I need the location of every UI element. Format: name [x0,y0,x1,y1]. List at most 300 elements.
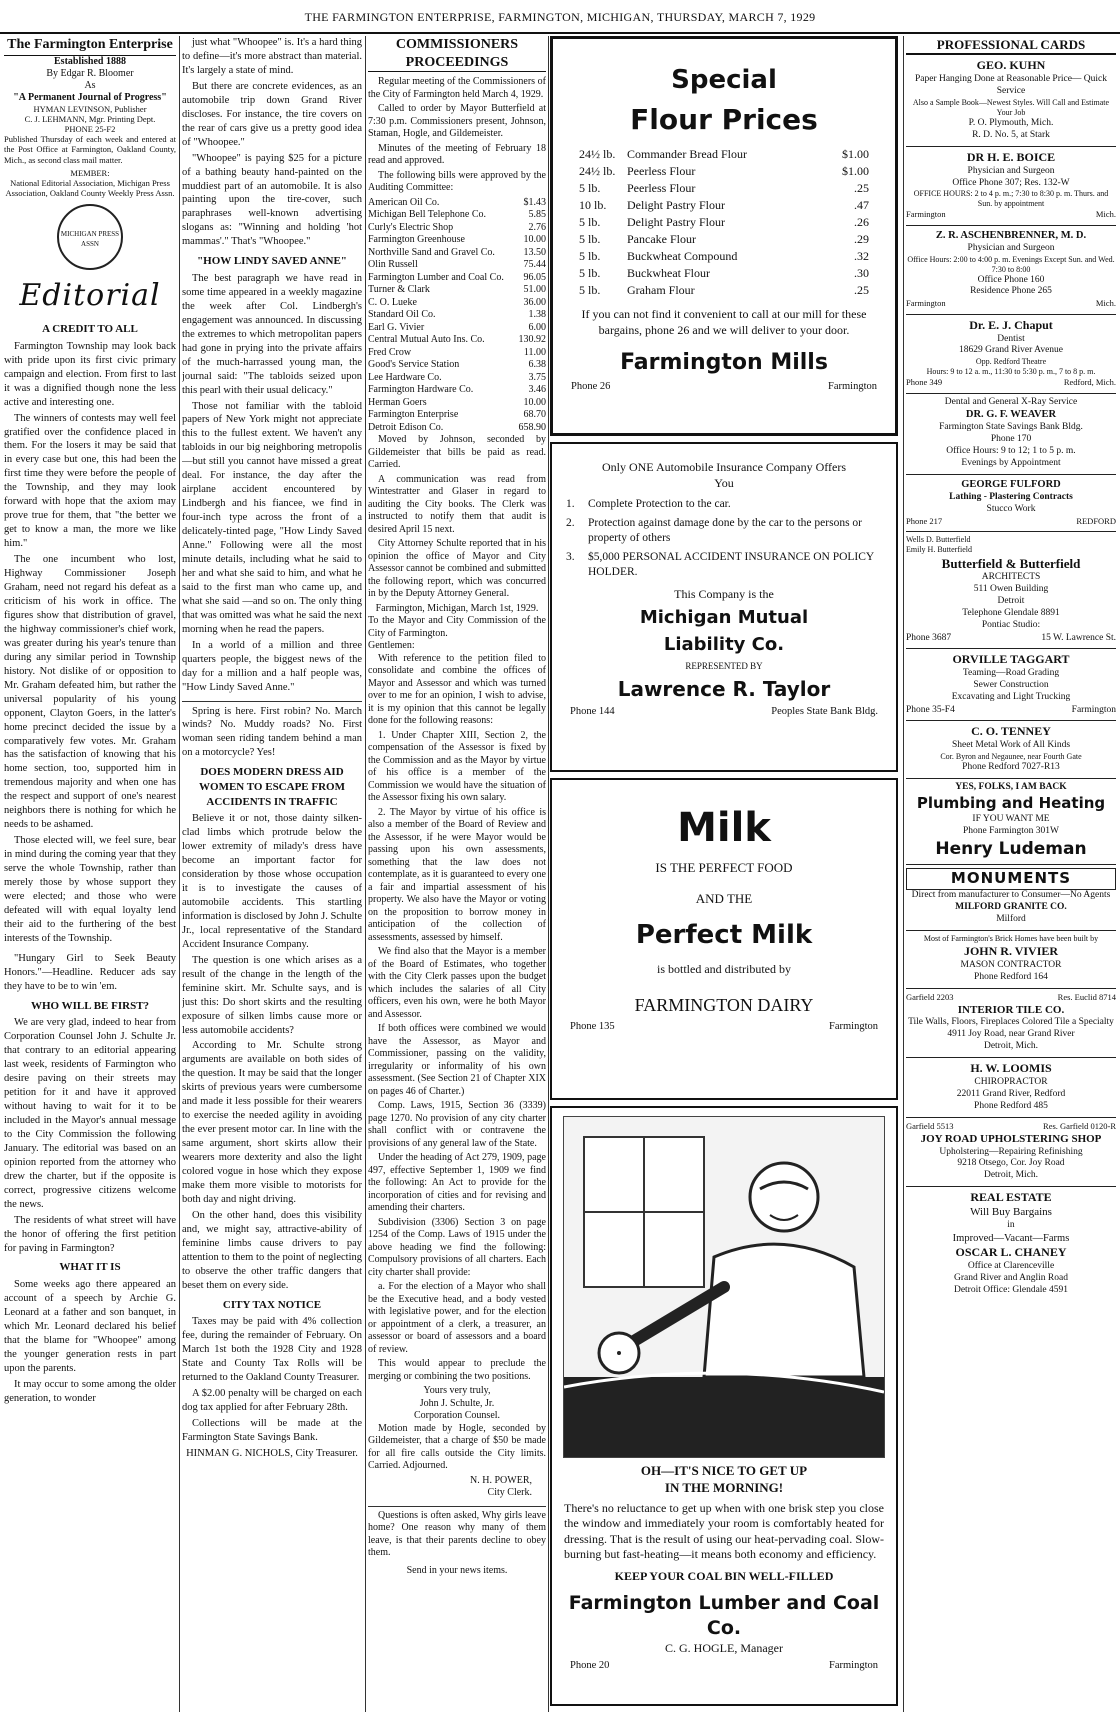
flour-qty: 24½ lb. [579,146,616,161]
card-boice [906,147,1116,226]
masthead: THE FARMINGTON ENTERPRISE, FARMINGTON, MICHIGAN, THURSDAY, MARCH 7, 1929 [0,10,1120,34]
bill-amount: 36.00 [523,296,546,308]
coal-manager: C. G. HOGLE, Manager [665,1641,783,1656]
card-taggart [906,649,1116,721]
editor-byline: By Edgar R. Bloomer [46,67,134,79]
first-heading: WHO WILL BE FIRST? [30,999,150,1012]
card-line: REAL ESTATE [970,1190,1052,1205]
publisher: HYMAN LEVINSON, Publisher [33,103,147,114]
card-phone: Garfield 2203 [906,991,954,1002]
paragraph: Under the heading of Act 279, 1909, page 497, effective September 1, 1909 we find the following: An Act to provide for the incorporation of cities and for revising and amending their charters. [368,1152,546,1213]
milk-company: FARMINGTON DAIRY [634,995,814,1016]
paper-phone: PHONE 25-F2 [64,123,116,134]
card-line: Also a Sample Book—Newest Styles. Will Call and Estimate Your Job [912,97,1110,117]
bill-amount: 11.00 [523,346,546,358]
editorial-title: Editorial [19,278,161,314]
letter-title: Corporation Counsel. [413,1410,501,1421]
paragraph: On the other hand, does this visibility and, we might say, attractive-ability of feminine limbs cause drivers to pay attention to them to the point of neglecting to observe the other traffic dangers that beset them on every side. [182,1209,362,1291]
bill-amount: 3.46 [528,384,546,395]
card-kuhn [906,55,1116,146]
card-line: ARCHITECTS [981,572,1041,583]
card-phone: Phone 35-F4 [906,704,955,715]
card-line: Office Hours: 9 to 12; 1 to 5 p. m. [946,446,1076,457]
bill-row [368,334,546,347]
card-line: Upholstering—Repairing Refinishing [939,1146,1083,1157]
flour-row [579,163,869,180]
paragraph: Motion made by Hogle, seconded by Gildemeister, that a charge of $50 be made for all fire calls outside the City limits. Carried. Adjourned. [368,1422,546,1471]
card-line: Farmington State Savings Bank Bldg. [939,422,1083,433]
card-town: Farmington [906,298,946,309]
flour-phone: Phone 26 [571,380,611,392]
paragraph: Those elected will, we feel sure, bear in mind during the coming year that they serve the whole Township, rather than merely those by whose support they were elected; and those who were defeated will with equal loyalty lend their aid to the furthering of the best interests of the Township. [4,835,176,944]
insurance-this: This Company is the [674,586,774,601]
flour-qty: 10 lb. [579,197,607,212]
flour-price: .29 [854,231,869,246]
paragraph: Those not familiar with the tabloid papers of New York might not appreciate this to the fullest extent. We haven't any tabloids in our big neighboring metropolis—but still you cannot have missed a great deal. For instance, the day after the airplane accident encountered by Lindbergh and his fiancee, we find in four-inch type across the front of a delicately-tinted page, "How Lindy Saved Anne." Following were all the most minute details, including what he said to her and what she said to him, and what he said to the first man who came up, and what she said —and so on. The only thing that was omitted was what he said the next morning when he read the papers. [182,400,362,635]
card-line: Paper Hanging Done at Reasonable Price— Quick Service [914,74,1108,97]
bill-row [368,209,546,222]
paragraph: Some weeks ago there appeared an account of a speech by Archie G. Leonard at a father and son banquet, in which Mr. Leonard declared his belief that the blame for "Whoopee" among the younger generation rests in part upon the parents. [4,1279,176,1374]
flour-qty: 24½ lb. [579,163,616,178]
card-name: DR. G. F. WEAVER [965,409,1057,421]
insurance-item-number: 1. [566,498,575,511]
bill-row [368,372,546,385]
insurance-list [566,497,882,581]
card-line: Sheet Metal Work of All Kinds [951,740,1071,751]
bill-row [368,422,546,435]
news-note: Send in your news items. [406,1564,508,1576]
card-split [906,632,1116,645]
manager: C. J. LEHMANN, Mgr. Printing Dept. [24,113,156,124]
card-name: GEORGE FULFORD [961,478,1061,490]
bill-amount: 5.85 [528,209,546,220]
card-line: YES, FOLKS, I AM BACK [955,782,1067,793]
paragraph: a. For the election of a Mayor who shall be the Executive head, and a body vested with legislative power, and for the election or appointment of a clerk, a treasurer, an assessor or board of assessors and a board of review. [368,1281,546,1355]
card-line: Phone Farmington 301W [962,825,1060,836]
card-chaput [906,315,1116,394]
card-line: Dental and General X-Ray Service [944,396,1078,407]
flour-name: Pancake Flour [627,231,696,246]
proceedings-heading-2: PROCEEDINGS [368,54,546,73]
card-line: Will Buy Bargains [970,1206,1052,1219]
bill-amount: 130.92 [518,334,546,345]
card-line: Dentist [997,333,1025,344]
card-name: GEO. KUHN [976,58,1046,73]
bill-amount: $1.43 [523,196,546,208]
coal-slogan: KEEP YOUR COAL BIN WELL-FILLED [614,1568,834,1583]
card-split [906,377,1116,388]
flour-name: Graham Flour [627,283,695,298]
bill-name: Michigan Bell Telephone Co. [368,209,486,220]
card-line: Telephone Glendale 8891 [962,607,1060,618]
card-split [906,516,1116,527]
paragraph: Called to order by Mayor Butterfield at 7:30 p.m. Commissioners present, Johnson, Staman, Hogle, and Gildemeister. [368,103,546,139]
flour-text: If you can not find it convenient to call at our mill for these bargains, phone 26 and we will deliver to your door. [581,307,867,337]
letter-to: To the Mayor and City Commission of the City of Farmington. [368,615,546,639]
bill-row [368,197,546,210]
bill-amount: 6.38 [528,359,546,370]
card-line: Office Phone 160 [977,274,1045,285]
bill-name: Farmington Greenhouse [368,234,465,245]
card-phone: Res. Garfield 0120-R [1043,1120,1116,1131]
card-line: Office at Clarenceville [967,1260,1055,1271]
card-line: Improved—Vacant—Farms [952,1232,1070,1244]
card-tile [906,989,1116,1059]
paragraph: The winners of contests may well feel gratified over the confidence placed in them. For the losers it may be said that in every case but one, this had been the first time they were before the people of the Township, and they may look forward with hope that the axiom may prove true for them, that "the better we get to know a man, the more we like him." [4,412,176,550]
card-name: DR H. E. BOICE [966,149,1056,164]
card-name: JOY ROAD UPHOLSTERING SHOP [920,1132,1102,1145]
question-note: Questions is often asked, Why girls leave home? One reason why many of them leave, is that their parents decline to obey them. [368,1506,546,1560]
card-line: Grand River and Anglin Road [954,1272,1068,1283]
card-line: Residence Phone 265 [970,286,1052,297]
card-line: MILFORD GRANITE CO. [955,902,1067,913]
paragraph: A $2.00 penalty will be charged on each dog tax applied for after February 28th. [182,1388,362,1413]
flour-name: Buckwheat Compound [627,249,738,263]
milk-title-2: Perfect Milk [635,919,813,950]
column-rule [365,36,366,1712]
card-line: Physician and Surgeon [967,242,1055,253]
bill-name: Curly's Electric Shop [368,221,454,233]
bills-list [368,197,546,435]
card-line: CHIROPRACTOR [974,1077,1048,1088]
bill-amount: 6.00 [528,321,546,333]
bill-name: American Oil Co. [368,196,440,208]
card-line: Phone Redford 485 [974,1100,1048,1111]
bill-amount: 1.38 [528,309,546,320]
bill-name: Central Mutual Auto Ins. Co. [368,334,485,345]
bill-name: Herman Goers [368,396,427,408]
member-heading: MEMBER: [70,167,110,178]
cards-heading: PROFESSIONAL CARDS [906,36,1116,55]
card-line: Detroit Office: Glendale 4591 [953,1284,1069,1295]
card-split [906,992,1116,1003]
insurance-ad [550,442,898,772]
card-phone: Garfield 5513 [906,1120,954,1131]
paragraph: Regular meeting of the Commissioners of the City of Farmington held March 4, 1929. [368,76,546,100]
bill-amount: 10.00 [523,234,546,245]
bill-name: Olin Russell [368,259,418,270]
flour-name: Delight Pastry Flour [627,197,725,212]
card-split [906,209,1116,220]
flour-row [579,231,869,248]
bill-row [368,297,546,310]
card-fulford [906,475,1116,532]
bill-row [368,409,546,422]
card-line: MASON CONTRACTOR [960,959,1062,970]
card-line: P. O. Plymouth, Mich. [968,117,1054,128]
as-text: As [84,79,96,91]
card-phone: Phone 3687 [906,632,952,643]
clerk-title: City Clerk. [487,1487,532,1498]
letter-greeting: Gentlemen: [368,640,415,651]
card-line: Most of Farmington's Brick Homes have been built by [923,933,1099,943]
card-line: Lathing - Plastering Contracts [949,491,1073,502]
bill-row [368,309,546,322]
milk-phone: Phone 135 [570,1021,615,1033]
bill-row [368,397,546,410]
bill-name: Fred Crow [368,346,412,358]
card-line: 511 Owen Building [973,584,1049,595]
bill-amount: 3.75 [528,371,546,383]
flour-price: .47 [854,197,869,212]
bill-name: Farmington Hardware Co. [368,384,474,395]
paragraph: We find also that the Mayor is a member of the Board of Estimates, who together with the City Clerk passes upon the budget which includes the salaries of all City officers, even his own, were he both Mayor and Assessor. [368,946,546,1020]
bill-row [368,247,546,260]
column-rule [548,36,549,1712]
flour-row [579,180,869,197]
card-name: H. W. LOOMIS [970,1061,1052,1076]
bill-row [368,234,546,247]
card-line: Direct from manufacturer to Consumer—No Agents [911,890,1111,901]
paragraph: Minutes of the meeting of February 18 read and approved. [368,142,546,166]
flour-price: .30 [854,266,869,281]
card-joyroad [906,1118,1116,1188]
card-vivier [906,931,1116,989]
paragraph: 1. Under Chapter XIII, Section 2, the compensation of the Assessor is fixed by the Commission and as the Mayor by virtue of his office is a member of the Commission we would have the situation of the Assessor fixing his own salary. [368,729,546,803]
tax-heading: CITY TAX NOTICE [222,1298,322,1311]
paragraph: "Whoopee" is paying $25 for a picture of a bathing beauty hand-painted on the muddiest part of an automobile. It is also painting upon the tire-cover, such paraphrases well-known advertising slogans as: "Winning and holding 'hot mammas'." That's "Whoopee." [182,152,362,248]
insurance-item-text: $5,000 PERSONAL ACCIDENT INSURANCE ON POLICY HOLDER. [588,550,874,579]
bill-amount: 68.70 [523,409,546,420]
paragraph: This would appear to preclude the merging or combining the two positions. [368,1358,546,1382]
flour-town: Farmington [828,380,877,392]
card-line: Detroit, Mich. [983,1041,1039,1052]
paragraph: Moved by Johnson, seconded by Gildemeister that bills be paid as read. Carried. [368,434,546,470]
flour-title-2: Flour Prices [630,102,818,136]
bill-name: Standard Oil Co. [368,309,436,320]
card-weaver [906,394,1116,475]
card-line: Opp. Redford Theatre [975,357,1047,367]
paragraph: It may occur to some among the older generation, to wonder [4,1378,176,1404]
milk-contact [570,1020,878,1034]
card-address: 15 W. Lawrence St. [1041,632,1116,643]
bill-name: Turner & Clark [368,284,430,295]
milk-line-3: is bottled and distributed by [657,962,791,977]
card-line: Phone Redford 7027-R13 [962,762,1060,773]
coal-ad [550,1106,898,1706]
card-phone: Res. Euclid 8714 [1057,991,1116,1002]
flour-price: .32 [854,249,869,263]
card-name: Dr. E. J. Chaput [969,317,1053,332]
flour-price-list [579,146,869,299]
flour-price: .26 [854,214,869,229]
card-line: Evenings by Appointment [961,458,1061,469]
paragraph: A communication was read from Wintestratter and Glaser in regard to auditing the City books. The Clerk was instructed to notify them that audit is desired April 15 next. [368,473,546,535]
coal-phone: Phone 20 [570,1660,610,1672]
insurance-item-text: Complete Protection to the car. [588,498,731,511]
bill-name: Detroit Edison Co. [368,421,444,433]
card-line: 9218 Otsego, Cor. Joy Road [957,1158,1065,1169]
paragraph: We are very glad, indeed to hear from Corporation Counsel John J. Schulte Jr. that contrary to an editorial appearing last week, residents of Farmington who desire paving on their streets may petition for it and have it approved without having to wait for it to be included in the Mayor's annual message to the City Commission the following January. The editorial was based on an opinion reported from the attorney who drew the charter, but if the opposite is correct, progressive citizens welcome the news. [4,1017,176,1210]
waking-man-drawing [564,1117,884,1457]
bill-row [368,272,546,285]
card-name: Butterfield & Butterfield [941,555,1081,571]
column-rule [903,36,904,1712]
letter-close: Yours very truly, [423,1385,491,1396]
column-editorial [4,36,176,1712]
milk-ad [550,778,898,1100]
flour-row [579,265,869,282]
bill-name: C. O. Lueke [368,296,417,308]
insurance-item-number: 3. [566,550,575,563]
paper-name: The Farmington Enterprise [4,36,176,56]
coal-company: Farmington Lumber and Coal Co. [568,1591,880,1640]
flour-price: $1.00 [842,146,869,161]
insurance-company-2: Liability Co. [663,633,785,655]
card-line: in [1007,1219,1015,1230]
paragraph: Comp. Laws, 1915, Section 36 (3339) page 1270. No provision of any city charter shall conflict with or contravene the provisions of any general law of the State. [368,1100,546,1149]
card-name: Z. R. ASCHENBRENNER, M. D. [935,229,1087,241]
coal-text: There's no reluctance to get up when with one brisk step you close the window and immediately your room is comfortably heated for dressing. That is the result of using our heat-pervading coal. Slow-burning but fast-heating—it means both economy and efficiency. [564,1500,884,1562]
card-state: Mich. [1095,298,1116,309]
card-line: Physician and Surgeon [967,165,1055,176]
card-town: Farmington [1071,704,1116,715]
paragraph: Collections will be made at the Farmington State Savings Bank. [182,1417,362,1443]
milk-line-2: AND THE [695,891,753,907]
card-chaney [906,1187,1116,1300]
paragraph: If both offices were combined we would have the Assessor, as Mayor and Commissioner, passing on the validity, irregularity or informality of his own assessment. (See Section 21 of Chapter XIX on pages 46 of Charter.) [368,1023,546,1097]
flour-qty: 5 lb. [579,283,601,298]
bill-name: Northville Sand and Gravel Co. [368,246,495,258]
paragraph: With reference to the petition filed to consolidate and combine the offices of Mayor and Assessor and which was turned over to me for an opinion, I wish to advise, it is my opinion that this cannot be legally done for the following reasons: [368,652,546,726]
card-town: Farmington [906,209,946,220]
flour-row [579,146,869,163]
card-phone: Phone 217 [906,515,943,526]
insurance-bank: Peoples State Bank Bldg. [771,706,878,718]
card-line: Tile Walls, Floors, Fireplaces Colored Tile a Specialty [908,1017,1114,1028]
card-split [906,704,1116,717]
card-town: Redford, Mich. [1063,377,1116,388]
bill-amount: 2.76 [528,221,546,233]
clerk-name: N. H. POWER, [470,1474,532,1486]
bill-name: Lee Hardware Co. [368,371,442,383]
member-list: National Editorial Association, Michigan Press Association, Oakland County Weekly Press Assn. [5,177,175,199]
bill-amount: 13.50 [523,246,546,258]
card-line: Emily H. Butterfield [906,544,972,554]
card-tenney [906,721,1116,779]
card-town: REDFORD [1076,515,1116,526]
established: Established 1888 [54,55,126,67]
paragraph: The one incumbent who lost, Highway Commissioner Joseph Graham, need not regard his defeat as a criticism of his work in office. The figures show that distribution of gravel, the highway commissioner's chief work, was greater during his year's tenure than during any similar period in Township history. Not dislike of or opposition to Mr. Graham defeated him, but rather the universal popularity of his young opponent, Clayton Goers, in the latter's home precinct decided the issue by a comparatively few votes. Mr. Graham has the satisfaction of knowing that his home section, too, supported him in tremendous majority and when one has the respect and support of one's nearest neighbors there is nothing for which he needs to be ashamed. [4,554,176,831]
milk-town: Farmington [829,1021,878,1033]
card-name: Henry Ludeman [935,838,1087,859]
flour-qty: 5 lb. [579,214,601,229]
bill-row [368,222,546,235]
flour-name: Peerless Flour [627,163,696,178]
bill-amount: 51.00 [523,284,546,295]
paragraph: Farmington Township may look back with pride upon its first civic primary campaign and election. From first to last it was a dignified though none the less active and interesting one. [4,340,176,408]
paragraph: But there are concrete evidences, as an automobile trip down Grand River discloses. For instance, the tire covers on the rear of cars give us a pretty good idea of "Whoopee." [182,80,362,148]
card-split [906,1121,1116,1132]
flour-qty: 5 lb. [579,249,601,263]
paragraph: Taxes may be paid with 4% collection fee, during the remainder of February. On March 1st both the 1928 City and 1928 State and County Tax Rolls will be returned to the Oakland County Treasurer. [182,1316,362,1384]
flour-price: .25 [854,283,869,298]
bill-row [368,347,546,360]
seal-text: MICHIGAN PRESS ASSN [60,230,120,248]
credit-heading: A CREDIT TO ALL [42,323,138,336]
insurance-item-number: 2. [566,516,575,529]
card-line: Pontiac Studio: [981,619,1041,630]
bill-amount: 10.00 [523,396,546,408]
flour-company: Farmington Mills [620,350,828,376]
insurance-item-text: Protection against damage done by the car to the persons or property of others [588,516,863,545]
bill-name: Farmington Lumber and Coal Co. [368,271,504,283]
flour-price: .25 [854,180,869,195]
card-name: JOHN R. VIVIER [963,943,1059,958]
press-seal-icon [57,204,123,270]
paragraph: 2. The Mayor by virtue of his office is also a member of the Board of Review and the Assessor, if he were Mayor would be passing upon his own assessments, something that the law does not contemplate, as it is guaranteed to every one a fair and impartial assessment of his property. We also have the Mayor or voting on the proposition to borrow money in anticipation of the collection of assessments, assessed by himself. [368,806,546,943]
flour-title-1: Special [671,65,777,95]
paragraph: The residents of what street will have the honor of offering the first petition for paving in Farmington? [4,1214,176,1254]
card-line: 18629 Grand River Avenue [958,345,1064,356]
card-name: OSCAR L. CHANEY [955,1244,1067,1259]
coal-town: Farmington [829,1660,878,1672]
card-name: MONUMENTS [906,868,1116,890]
coal-caption-2: IN THE MORNING! [664,1480,784,1496]
bill-row [368,259,546,272]
flour-contact [571,380,877,394]
paragraph: just what "Whoopee" is. It's a hard thing to define—it's more abstract than material. It's largely a state of mind. [182,37,362,76]
card-line: Excavating and Light Trucking [951,691,1071,702]
card-line: 4911 Joy Road, near Grand River [947,1029,1075,1040]
card-butterfield [906,532,1116,649]
column-features [182,36,362,1712]
card-name: INTERIOR TILE CO. [957,1003,1065,1016]
coal-caption-1: OH—IT'S NICE TO GET UP [640,1463,808,1478]
bill-amount: 658.90 [518,421,546,433]
card-line: Office Hours: 2:00 to 4:00 p. m. Evenings Except Sun. and Wed. 7:30 to 8:00 [907,254,1115,274]
flour-name: Buckwheat Flour [627,266,710,281]
bill-row [368,284,546,297]
card-headline: Plumbing and Heating [916,794,1106,812]
lindy-heading: "HOW LINDY SAVED ANNE" [197,255,347,268]
flour-qty: 5 lb. [579,231,601,246]
insurance-agent: Lawrence R. Taylor [617,676,831,701]
card-loomis [906,1058,1116,1118]
milk-line-1: IS THE PERFECT FOOD [655,860,793,876]
flour-name: Commander Bread Flour [627,146,747,161]
paragraph: According to Mr. Schulte strong arguments are available on both sides of the question. It may be said that the longer skirts of previous years were cumbersome and made it less possible for their wearers to exercise the needed agility in avoiding the ever present motor car. In line with the same argument, short skirts allow their wearers more dexterity and also the light colored vogue in hose which they expose make them more visible to motorists for both day and night driving. [182,1040,362,1205]
column-ads [550,36,900,1712]
card-phone: Phone 349 [906,377,943,388]
insurance-contact [570,705,878,719]
bill-name: Good's Service Station [368,359,460,370]
column-cards [906,36,1116,1712]
proceedings-heading-1: COMMISSIONERS [395,37,519,52]
flour-name: Peerless Flour [627,180,696,195]
milk-title: Milk [677,805,771,851]
hungary-note: "Hungary Girl to Seek Beauty Honors."—Headline. Reducer ads say they have to be to win 'em. [4,952,176,992]
card-state: Mich. [1095,209,1116,220]
tax-signature: HINMAN G. NICHOLS, City Treasurer. [186,1447,358,1459]
flour-row [579,282,869,299]
card-aschenbrenner [906,226,1116,315]
insurance-item [566,497,882,513]
column-rule [179,36,180,1712]
bill-row [368,322,546,335]
insurance-item [566,516,882,547]
card-line: Detroit [997,595,1025,606]
card-line: IF YOU WANT ME [972,813,1050,824]
whatitis-heading: WHAT IT IS [59,1261,121,1274]
card-line: Office Phone 307; Res. 132-W [952,177,1070,188]
paragraph: Subdivision (3306) Section 3 on page 1254 of the Comp. Laws of 1915 under the above heading we find the following: Compulsory provisions of all charters. Each city charter shall provide: [368,1216,546,1278]
flour-qty: 5 lb. [579,266,601,281]
bill-row [368,384,546,397]
motto: "A Permanent Journal of Progress" [13,91,167,103]
insurance-item [566,550,882,581]
card-line: R. D. No. 5, at Stark [972,129,1050,140]
